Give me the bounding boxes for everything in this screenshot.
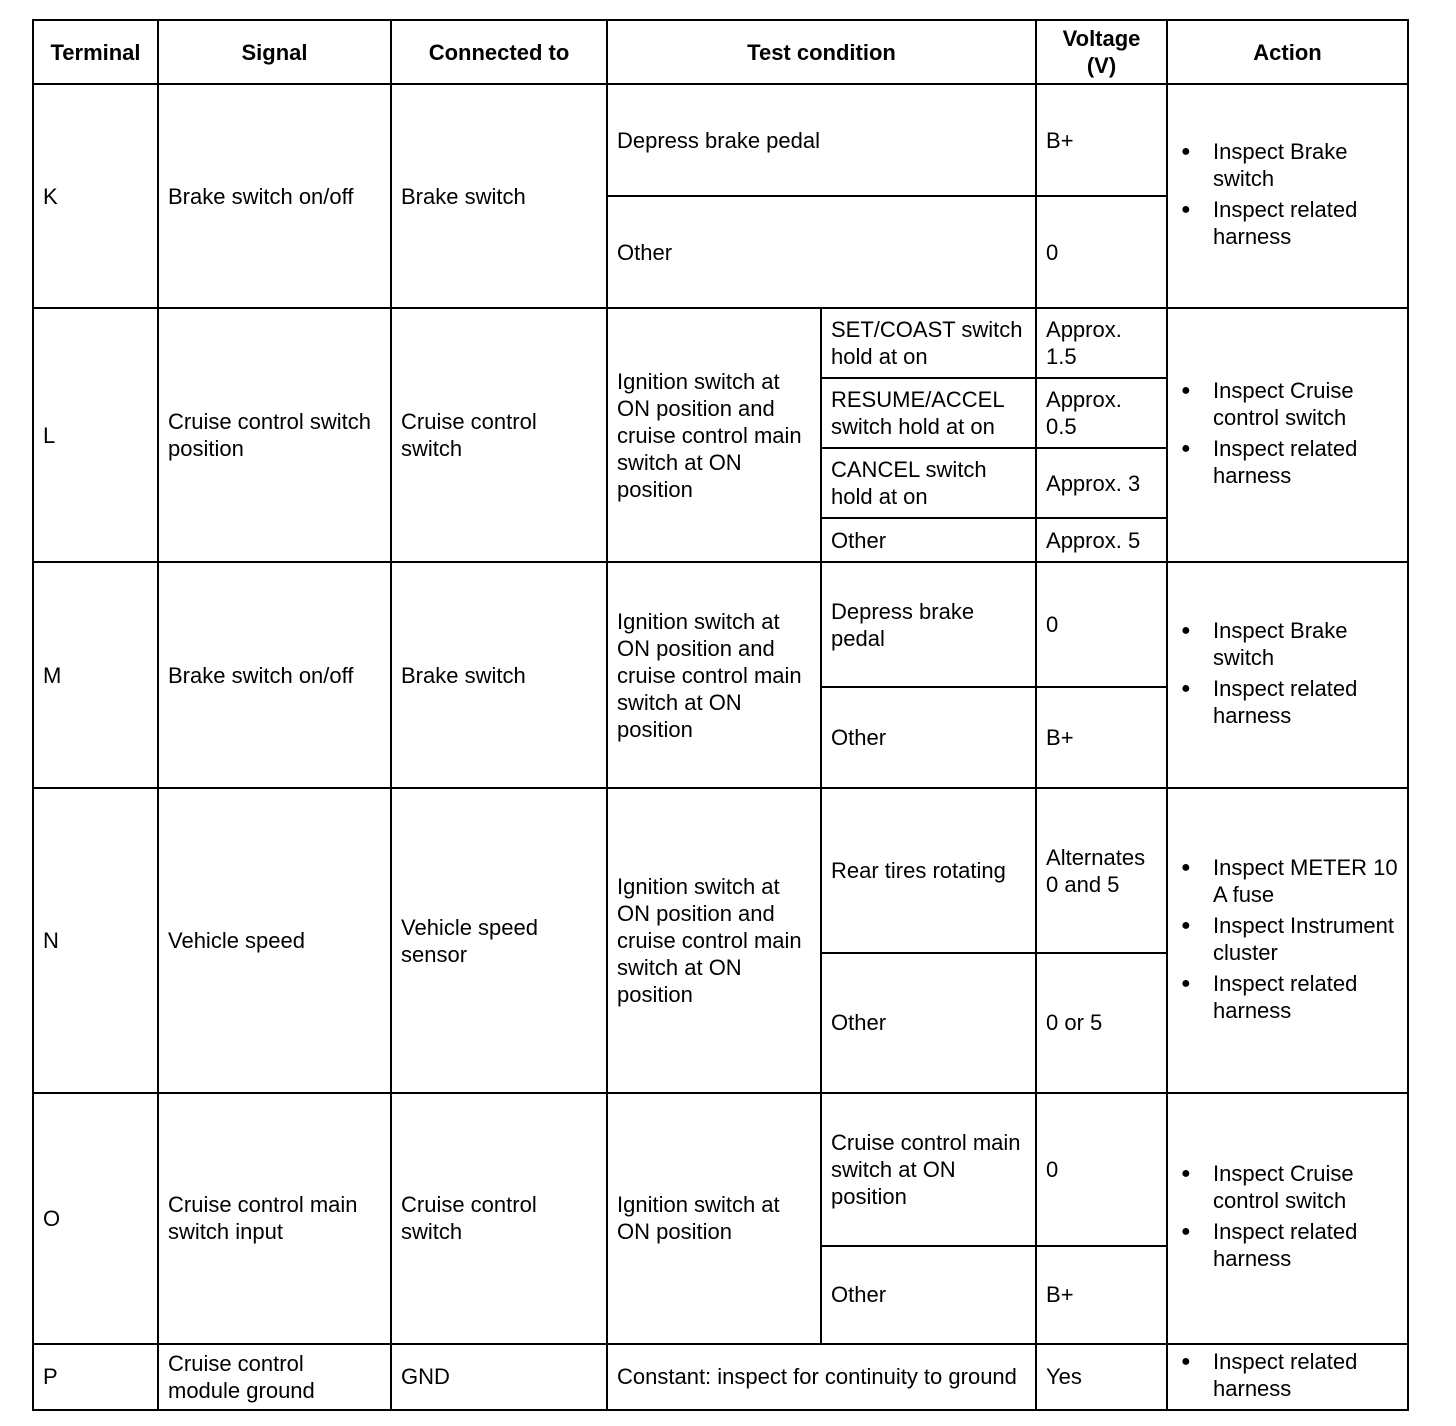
terminal-cell: N — [33, 788, 158, 1092]
terminal-voltage-table — [32, 19, 1409, 1411]
terminal-cell: O — [33, 1093, 158, 1344]
voltage-cell: 0 — [1036, 1093, 1167, 1246]
terminal-cell: M — [33, 562, 158, 788]
voltage-cell: Approx. 5 — [1036, 518, 1167, 562]
sub-condition-cell: Other — [821, 953, 1036, 1093]
action-item: ● Inspect Cruise control switch — [1177, 1160, 1398, 1214]
voltage-cell: Approx. 0.5 — [1036, 378, 1167, 448]
voltage-cell: Yes — [1036, 1344, 1167, 1410]
sub-condition-cell: Cruise control main switch at ON position — [821, 1093, 1036, 1246]
voltage-cell: Approx. 1.5 — [1036, 308, 1167, 378]
action-item: ● Inspect Brake switch — [1177, 138, 1398, 192]
signal-cell: Cruise control main switch input — [158, 1093, 391, 1344]
test-condition-cell: Ignition switch at ON position — [607, 1093, 821, 1344]
action-cell — [1167, 788, 1408, 1092]
action-item: ● Inspect related harness — [1177, 1348, 1398, 1402]
test-condition-cell: Other — [607, 196, 1036, 308]
sub-condition-cell: Other — [821, 518, 1036, 562]
voltage-cell: 0 or 5 — [1036, 953, 1167, 1093]
action-item: ● Inspect related harness — [1177, 675, 1398, 729]
sub-condition-cell: CANCEL switch hold at on — [821, 448, 1036, 518]
action-item: ● Inspect Instrument cluster — [1177, 912, 1398, 966]
action-cell — [1167, 562, 1408, 788]
action-item: ● Inspect related harness — [1177, 435, 1398, 489]
sub-condition-cell: RESUME/ACCEL switch hold at on — [821, 378, 1036, 448]
signal-cell: Brake switch on/off — [158, 84, 391, 308]
voltage-cell: 0 — [1036, 196, 1167, 308]
test-condition-cell: Ignition switch at ON position and cruise control main switch at ON position — [607, 562, 821, 788]
voltage-cell: Approx. 3 — [1036, 448, 1167, 518]
voltage-cell: 0 — [1036, 562, 1167, 687]
table-row — [33, 1093, 1408, 1246]
terminal-cell: P — [33, 1344, 158, 1410]
signal-cell: Cruise control switch position — [158, 308, 391, 562]
header-action: Action — [1167, 20, 1408, 84]
action-item: ● Inspect related harness — [1177, 970, 1398, 1024]
voltage-cell: Alternates 0 and 5 — [1036, 788, 1167, 952]
terminal-cell: K — [33, 84, 158, 308]
connected-to-cell: Cruise control switch — [391, 308, 607, 562]
connected-to-cell: Brake switch — [391, 562, 607, 788]
header-row — [33, 20, 1408, 84]
table-row — [33, 1344, 1408, 1410]
header-signal: Signal — [158, 20, 391, 84]
action-item: ● Inspect Brake switch — [1177, 617, 1398, 671]
connected-to-cell: Cruise control switch — [391, 1093, 607, 1344]
table-row — [33, 562, 1408, 687]
connected-to-cell: Brake switch — [391, 84, 607, 308]
sub-condition-cell: SET/COAST switch hold at on — [821, 308, 1036, 378]
header-connected-to: Connected to — [391, 20, 607, 84]
action-item: ● Inspect METER 10 A fuse — [1177, 854, 1398, 908]
voltage-cell: B+ — [1036, 1246, 1167, 1344]
voltage-cell: B+ — [1036, 84, 1167, 196]
voltage-cell: B+ — [1036, 687, 1167, 788]
connected-to-cell: GND — [391, 1344, 607, 1410]
action-cell — [1167, 1093, 1408, 1344]
table-row — [33, 84, 1408, 196]
test-condition-cell: Depress brake pedal — [607, 84, 1036, 196]
terminal-cell: L — [33, 308, 158, 562]
action-item: ● Inspect related harness — [1177, 196, 1398, 250]
action-item: ● Inspect related harness — [1177, 1218, 1398, 1272]
table-row — [33, 308, 1408, 378]
signal-cell: Vehicle speed — [158, 788, 391, 1092]
action-cell — [1167, 1344, 1408, 1410]
action-item: ● Inspect Cruise control switch — [1177, 377, 1398, 431]
header-terminal: Terminal — [33, 20, 158, 84]
sub-condition-cell: Other — [821, 687, 1036, 788]
sub-condition-cell: Rear tires rotating — [821, 788, 1036, 952]
header-voltage: Voltage (V) — [1036, 20, 1167, 84]
table-row — [33, 788, 1408, 952]
test-condition-cell: Constant: inspect for continuity to ground — [607, 1344, 1036, 1410]
sub-condition-cell: Other — [821, 1246, 1036, 1344]
action-cell — [1167, 308, 1408, 562]
connected-to-cell: Vehicle speed sensor — [391, 788, 607, 1092]
sub-condition-cell: Depress brake pedal — [821, 562, 1036, 687]
header-test-condition: Test condition — [607, 20, 1036, 84]
signal-cell: Brake switch on/off — [158, 562, 391, 788]
test-condition-cell: Ignition switch at ON position and cruise control main switch at ON position — [607, 308, 821, 562]
action-cell — [1167, 84, 1408, 308]
signal-cell: Cruise control module ground — [158, 1344, 391, 1410]
test-condition-cell: Ignition switch at ON position and cruise control main switch at ON position — [607, 788, 821, 1092]
